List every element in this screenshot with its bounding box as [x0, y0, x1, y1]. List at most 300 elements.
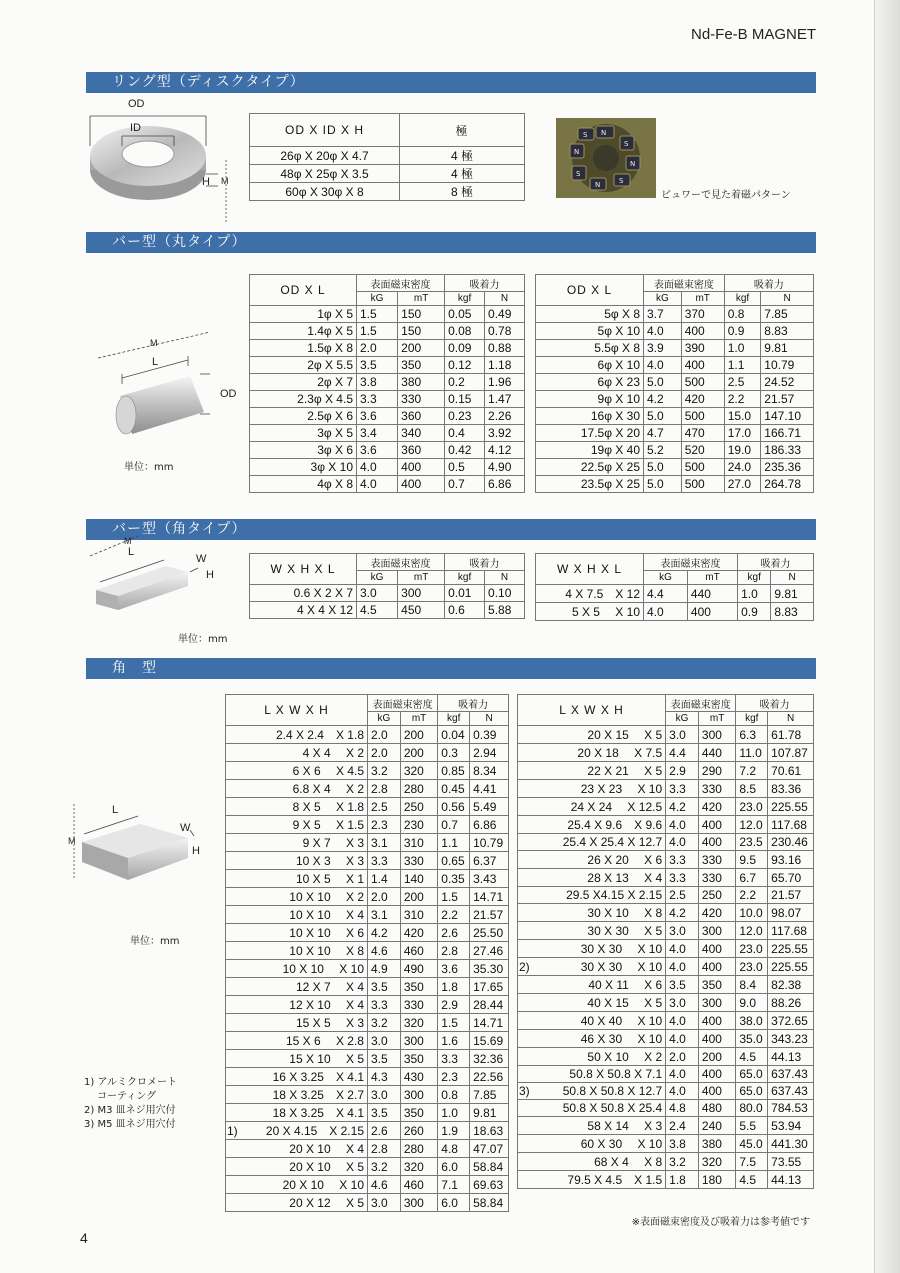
table-cell	[226, 888, 240, 906]
table-cell: 3.7	[644, 306, 682, 323]
table-cell: 4.0	[357, 459, 398, 476]
table-cell	[226, 744, 240, 762]
table-cell	[518, 1066, 532, 1083]
table-cell: 420	[698, 798, 735, 816]
table-row	[518, 887, 814, 904]
col-header: 表面磁束密度	[368, 695, 438, 712]
table-cell: 35.30	[470, 960, 509, 978]
table-cell: 80.0	[736, 1100, 768, 1117]
table-cell: 10.79	[470, 834, 509, 852]
table-row	[518, 869, 814, 887]
square-right-body	[536, 585, 814, 621]
col-header: mT	[400, 712, 437, 726]
table-cell: 2φ X 5.5	[250, 357, 357, 374]
round-m-label: M	[150, 338, 158, 348]
col-header: 表面磁束密度	[644, 275, 725, 292]
table-cell: 82.38	[768, 976, 814, 994]
table-cell: 4.5	[736, 1171, 768, 1189]
table-cell: 400	[698, 940, 735, 958]
table-cell: 260	[400, 1122, 437, 1140]
table-row	[518, 1012, 814, 1030]
table-cell: 3.2	[368, 1014, 401, 1032]
table-cell: 350	[400, 1050, 437, 1068]
col-header: 表面磁束密度	[666, 695, 736, 712]
table-row	[250, 476, 525, 493]
table-cell: 4.3	[368, 1068, 401, 1086]
table-cell: 0.01	[445, 585, 485, 602]
col-header: 吸着力	[724, 275, 813, 292]
table-cell: 380	[398, 374, 445, 391]
table-cell	[226, 1068, 240, 1086]
table-cell: 5.0	[644, 459, 682, 476]
table-cell: 150	[398, 323, 445, 340]
table-cell: 460	[400, 942, 437, 960]
table-cell: 23.5φ X 25	[536, 476, 644, 493]
table-cell: 0.04	[438, 726, 470, 744]
table-cell: 46 X 30 X 10	[532, 1030, 666, 1048]
table-row	[518, 1066, 814, 1083]
table-cell: 8.83	[761, 323, 814, 340]
table-row	[518, 1171, 814, 1189]
table-cell: 93.16	[768, 851, 814, 869]
table-cell: 300	[698, 994, 735, 1012]
table-cell: 0.7	[438, 816, 470, 834]
col-header: 表面磁束密度	[644, 554, 738, 571]
table-cell: 3.4	[357, 425, 398, 442]
table-row	[518, 1135, 814, 1153]
table-cell: 40 X 40 X 10	[532, 1012, 666, 1030]
table-cell: 5.2	[644, 442, 682, 459]
table-cell	[518, 1171, 532, 1189]
table-row	[250, 374, 525, 391]
table-cell: 4.2	[666, 798, 699, 816]
table-cell: 420	[681, 391, 724, 408]
table-cell	[518, 1153, 532, 1171]
table-cell: 330	[698, 780, 735, 798]
block-notes	[84, 1076, 177, 1132]
table-row	[250, 442, 525, 459]
table-cell: 0.09	[445, 340, 485, 357]
table-cell: 9.0	[736, 994, 768, 1012]
table-cell	[226, 942, 240, 960]
table-cell: 330	[400, 996, 437, 1014]
table-cell: 7.2	[736, 762, 768, 780]
table-cell: 61.78	[768, 726, 814, 744]
table-cell: 15.69	[470, 1032, 509, 1050]
table-cell: 1.5	[438, 888, 470, 906]
col-header: 吸着力	[445, 554, 525, 571]
svg-text:N: N	[601, 129, 607, 137]
square-h-label: H	[206, 569, 214, 581]
table-cell: 1.5	[357, 306, 398, 323]
svg-text:S: S	[583, 131, 588, 139]
table-cell: 490	[400, 960, 437, 978]
unit-label-square: 単位：mm	[178, 634, 228, 645]
table-cell: 1.4φ X 5	[250, 323, 357, 340]
col-header: kgf	[445, 292, 485, 306]
table-cell: 60φ X 30φ X 8	[250, 183, 400, 201]
table-row	[518, 816, 814, 834]
table-cell	[518, 976, 532, 994]
table-cell: 4.6	[368, 1176, 401, 1194]
table-cell	[518, 798, 532, 816]
col-header: N	[485, 292, 525, 306]
table-cell: 0.23	[445, 408, 485, 425]
ring-magnet-illustration	[80, 96, 240, 226]
table-cell: 0.5	[445, 459, 485, 476]
table-cell: 300	[698, 726, 735, 744]
table-cell: 2.9	[666, 762, 699, 780]
table-cell: 4.2	[666, 904, 699, 922]
photo-caption: ビュワーで見た着磁パターン	[661, 190, 791, 201]
col-header: kG	[357, 292, 398, 306]
table-cell: 4.4	[666, 744, 699, 762]
table-cell: 17.65	[470, 978, 509, 996]
section-bar-round-bar: バー型（丸タイプ）	[86, 232, 816, 253]
table-cell: 2.3	[438, 1068, 470, 1086]
table-cell: 2φ X 7	[250, 374, 357, 391]
col-header: N	[485, 571, 525, 585]
table-cell: 0.15	[445, 391, 485, 408]
table-cell: 30 X 30 X 10	[532, 940, 666, 958]
table-cell: 3.5	[368, 978, 401, 996]
table-cell: 3.5	[368, 1050, 401, 1068]
table-cell	[226, 1140, 240, 1158]
table-row	[226, 798, 509, 816]
table-row	[536, 391, 814, 408]
square-bar-table-left	[249, 553, 525, 619]
svg-text:N: N	[574, 148, 580, 156]
table-cell: 9 X 5 X 1.5	[240, 816, 368, 834]
section-bar-square-bar: バー型（角タイプ）	[86, 519, 816, 540]
block-table-left	[225, 694, 509, 1212]
table-row	[518, 1083, 814, 1100]
table-cell	[518, 851, 532, 869]
table-cell: 2.5	[368, 798, 401, 816]
table-cell: 4.8	[438, 1140, 470, 1158]
table-row	[250, 391, 525, 408]
table-cell: 16φ X 30	[536, 408, 644, 425]
table-cell: 3.2	[666, 1153, 699, 1171]
table-row	[518, 780, 814, 798]
table-cell: 0.8	[438, 1086, 470, 1104]
note-line: 1) アルミクロメート	[84, 1077, 178, 1088]
table-cell: 21.57	[761, 391, 814, 408]
table-cell: 6.37	[470, 852, 509, 870]
table-cell: 0.4	[445, 425, 485, 442]
table-cell: 0.10	[485, 585, 525, 602]
table-cell: 29.5 X4.15 X 2.15	[532, 887, 666, 904]
table-cell: 340	[398, 425, 445, 442]
table-cell: 3.9	[644, 340, 682, 357]
table-cell: 400	[698, 1066, 735, 1083]
table-cell: 25.4 X 9.6 X 9.6	[532, 816, 666, 834]
table-row	[536, 323, 814, 340]
table-row	[226, 834, 509, 852]
table-cell: 7.85	[761, 306, 814, 323]
table-cell: 400	[687, 603, 737, 621]
table-row	[536, 374, 814, 391]
table-cell: 400	[698, 958, 735, 976]
table-row	[518, 994, 814, 1012]
table-cell: 4φ X 8	[250, 476, 357, 493]
table-row	[518, 922, 814, 940]
table-cell: 320	[400, 1014, 437, 1032]
table-cell	[518, 1048, 532, 1066]
table-cell: 25.50	[470, 924, 509, 942]
table-cell: 3.3	[368, 852, 401, 870]
table-cell: 3.3	[666, 780, 699, 798]
table-cell: 637.43	[768, 1066, 814, 1083]
table-cell: 3.0	[666, 922, 699, 940]
table-cell: 6.86	[470, 816, 509, 834]
table-row	[226, 726, 509, 744]
table-cell: 12.0	[736, 816, 768, 834]
table-cell: 58 X 14 X 3	[532, 1117, 666, 1135]
table-cell: 8 極	[400, 183, 525, 201]
table-cell: 2.9	[438, 996, 470, 1014]
table-cell: 6.86	[485, 476, 525, 493]
table-row	[536, 340, 814, 357]
table-cell: 1.9	[438, 1122, 470, 1140]
table-cell: 98.07	[768, 904, 814, 922]
table-cell: 107.87	[768, 744, 814, 762]
col-header: mT	[398, 571, 445, 585]
table-cell	[518, 1117, 532, 1135]
table-cell: 0.56	[438, 798, 470, 816]
table-cell: 83.36	[768, 780, 814, 798]
table-cell: 3.0	[357, 585, 398, 602]
table-row	[518, 904, 814, 922]
table-cell	[226, 1158, 240, 1176]
svg-text:S: S	[619, 177, 624, 185]
table-cell: 2.3	[368, 816, 401, 834]
col-header: OD X L	[536, 275, 644, 306]
table-cell: 17.0	[724, 425, 761, 442]
table-cell: 2.0	[666, 1048, 699, 1066]
table-cell: 4.0	[666, 1083, 699, 1100]
table-row	[226, 906, 509, 924]
table-cell: 24.0	[724, 459, 761, 476]
table-cell: 50 X 10 X 2	[532, 1048, 666, 1066]
table-row	[226, 1068, 509, 1086]
table-cell: 0.45	[438, 780, 470, 798]
table-row	[226, 1086, 509, 1104]
table-cell: 4.0	[666, 1012, 699, 1030]
table-cell: 264.78	[761, 476, 814, 493]
table-cell	[518, 816, 532, 834]
table-cell: 6φ X 23	[536, 374, 644, 391]
table-cell: 2.8	[368, 1140, 401, 1158]
table-cell: 19φ X 40	[536, 442, 644, 459]
table-cell: 240	[698, 1117, 735, 1135]
table-cell: 3φ X 6	[250, 442, 357, 459]
table-row	[518, 958, 814, 976]
table-cell: 320	[400, 1158, 437, 1176]
table-cell: 0.9	[738, 603, 771, 621]
table-row	[226, 780, 509, 798]
table-row	[226, 1176, 509, 1194]
table-row	[536, 442, 814, 459]
table-cell: 18.63	[470, 1122, 509, 1140]
table-cell: 4.5	[357, 602, 398, 619]
table-cell: 5 X 5 X 10	[536, 603, 644, 621]
table-cell: 12 X 10 X 4	[240, 996, 368, 1014]
table-cell: 500	[681, 459, 724, 476]
table-cell: 4.9	[368, 960, 401, 978]
table-cell: 200	[400, 744, 437, 762]
table-cell: 4.0	[666, 958, 699, 976]
table-cell: 4 極	[400, 165, 525, 183]
table-cell: 23.5	[736, 834, 768, 851]
table-cell: 3.3	[666, 869, 699, 887]
table-row	[518, 940, 814, 958]
table-cell: 4.0	[644, 323, 682, 340]
table-cell: 784.53	[768, 1100, 814, 1117]
col-header: kG	[644, 571, 688, 585]
table-cell	[226, 852, 240, 870]
section-bar-block: 角 型	[86, 658, 816, 679]
table-cell: 14.71	[470, 1014, 509, 1032]
table-cell: 60 X 30 X 10	[532, 1135, 666, 1153]
block-table-right	[517, 694, 814, 1189]
table-row	[226, 924, 509, 942]
table-cell: 0.8	[724, 306, 761, 323]
col-header: W X H X L	[536, 554, 644, 585]
table-cell: 2.5	[666, 887, 699, 904]
table-row	[226, 942, 509, 960]
block-magnet-illustration	[70, 800, 210, 890]
table-cell: 350	[698, 976, 735, 994]
col-header: kgf	[724, 292, 761, 306]
table-cell: 23.0	[736, 958, 768, 976]
table-cell: 3.0	[666, 726, 699, 744]
table-cell: 50.8 X 50.8 X 25.4	[532, 1100, 666, 1117]
table-row	[226, 1014, 509, 1032]
table-cell: 4 X 4 X 2	[240, 744, 368, 762]
table-cell: 430	[400, 1068, 437, 1086]
table-cell: 1.8	[666, 1171, 699, 1189]
table-cell: 22.56	[470, 1068, 509, 1086]
table-cell	[518, 922, 532, 940]
table-cell: 58.84	[470, 1158, 509, 1176]
table-cell: 4.4	[644, 585, 688, 603]
col-header: L X W X H	[226, 695, 368, 726]
table-cell	[226, 924, 240, 942]
col-header: kG	[644, 292, 682, 306]
table-cell: 3φ X 10	[250, 459, 357, 476]
table-cell	[518, 1135, 532, 1153]
table-cell: 20 X 10 X 4	[240, 1140, 368, 1158]
table-row	[226, 870, 509, 888]
square-left-body	[250, 585, 525, 619]
col-header: kgf	[736, 712, 768, 726]
table-cell: 4.8	[666, 1100, 699, 1117]
table-cell: 0.6	[445, 602, 485, 619]
col-header: N	[768, 712, 814, 726]
table-cell: 2.2	[736, 887, 768, 904]
col-header: kG	[666, 712, 699, 726]
table-cell: 320	[698, 1153, 735, 1171]
table-cell	[226, 816, 240, 834]
table-cell: 0.05	[445, 306, 485, 323]
table-row	[536, 603, 814, 621]
table-cell	[226, 1104, 240, 1122]
table-cell: 9.81	[761, 340, 814, 357]
table-cell: 88.26	[768, 994, 814, 1012]
table-cell: 150	[398, 306, 445, 323]
table-cell: 20 X 18 X 7.5	[532, 744, 666, 762]
table-cell: 5.0	[644, 408, 682, 425]
note-line: 3) M5 皿ネジ用穴付	[84, 1119, 176, 1130]
table-cell	[226, 906, 240, 924]
table-cell: 300	[400, 1032, 437, 1050]
table-cell: 20 X 10 X 10	[240, 1176, 368, 1194]
table-row	[250, 323, 525, 340]
table-cell: 53.94	[768, 1117, 814, 1135]
table-cell: 290	[698, 762, 735, 780]
table-cell: 4.0	[666, 940, 699, 958]
col-header: W X H X L	[250, 554, 357, 585]
ring-col-poles: 極	[400, 114, 525, 147]
table-cell: 225.55	[768, 940, 814, 958]
table-cell: 200	[698, 1048, 735, 1066]
table-cell: 27.0	[724, 476, 761, 493]
round-right-body	[536, 306, 814, 493]
round-bar-table-left	[249, 274, 525, 493]
table-cell: 4.5	[736, 1048, 768, 1066]
table-cell: 320	[400, 762, 437, 780]
table-cell: 10.79	[761, 357, 814, 374]
table-cell: 3.3	[368, 996, 401, 1014]
table-cell	[226, 978, 240, 996]
table-cell: 400	[698, 816, 735, 834]
table-cell: 400	[698, 1030, 735, 1048]
table-cell	[518, 1030, 532, 1048]
table-cell: 637.43	[768, 1083, 814, 1100]
table-cell: 380	[698, 1135, 735, 1153]
table-cell	[226, 1194, 240, 1212]
table-cell	[518, 1012, 532, 1030]
table-cell: 6.3	[736, 726, 768, 744]
table-cell: 4.41	[470, 780, 509, 798]
table-row	[226, 1104, 509, 1122]
table-cell: 10 X 5 X 1	[240, 870, 368, 888]
table-cell: 10 X 10 X 6	[240, 924, 368, 942]
table-cell: 5.0	[644, 476, 682, 493]
table-cell: 24.52	[761, 374, 814, 391]
table-cell: 0.08	[445, 323, 485, 340]
table-cell: 420	[400, 924, 437, 942]
table-cell: 1)	[227, 1123, 238, 1138]
table-cell: 400	[681, 357, 724, 374]
table-cell: 1.0	[738, 585, 771, 603]
table-cell: 11.0	[736, 744, 768, 762]
round-l-label: L	[152, 356, 159, 368]
col-header: OD X L	[250, 275, 357, 306]
page-edge-strip	[874, 0, 900, 1273]
table-row	[250, 306, 525, 323]
table-cell	[518, 834, 532, 851]
square-l-label: L	[128, 546, 135, 558]
table-cell: 20 X 15 X 5	[532, 726, 666, 744]
table-cell: 0.65	[438, 852, 470, 870]
table-cell: 460	[400, 1176, 437, 1194]
table-cell: 30 X 30 X 10	[532, 958, 666, 976]
table-cell: 27.46	[470, 942, 509, 960]
table-cell: 230	[400, 816, 437, 834]
square-m-label: M	[124, 536, 132, 546]
